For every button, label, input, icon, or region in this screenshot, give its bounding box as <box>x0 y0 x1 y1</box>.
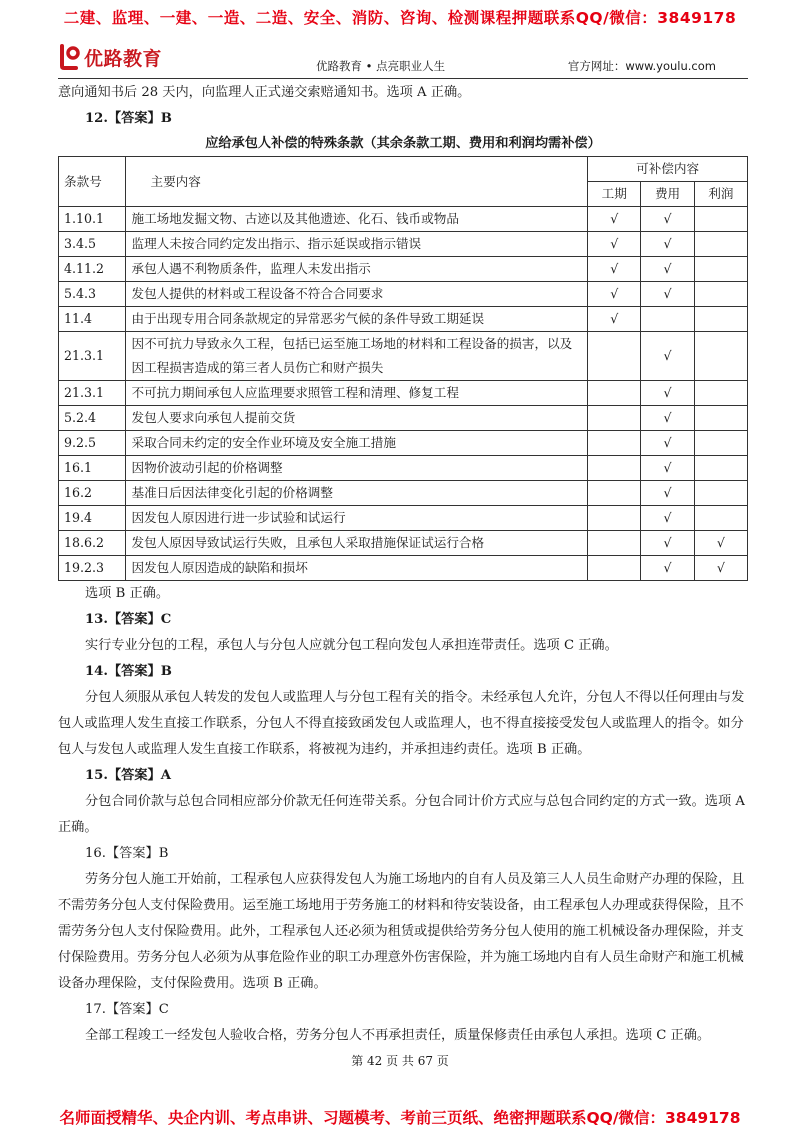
cost-check-cell: √ <box>641 381 694 406</box>
profit-check-cell <box>694 282 747 307</box>
profit-check-cell <box>694 257 747 282</box>
cost-check-cell: √ <box>641 207 694 232</box>
time-check-cell <box>588 556 641 581</box>
table-row <box>59 431 748 456</box>
cost-check-cell: √ <box>641 257 694 282</box>
content-cell: 发包人原因导致试运行失败，且承包人采取措施保证试运行合格 <box>126 531 588 556</box>
table-title: 应给承包人补偿的特殊条款（其余条款工期、费用和利润均需补偿） <box>205 136 601 151</box>
profit-check-cell <box>694 381 747 406</box>
table-row <box>59 232 748 257</box>
table-row <box>59 207 748 232</box>
time-check-cell <box>588 332 641 381</box>
profit-check-cell <box>694 232 747 257</box>
profit-check-cell <box>694 481 747 506</box>
time-check-cell <box>588 506 641 531</box>
table-row <box>59 456 748 481</box>
clause-cell: 21.3.1 <box>59 381 126 406</box>
time-check-cell <box>588 531 641 556</box>
table-row <box>59 257 748 282</box>
content-cell: 因发包人原因进行进一步试验和试运行 <box>126 506 588 531</box>
profit-check-cell: √ <box>694 531 747 556</box>
intro-paragraph: 意向通知书后 28 天内，向监理人正式递交索赔通知书。选项 A 正确。 <box>58 85 471 100</box>
answer-17-label: 17.【答案】C <box>85 1002 169 1017</box>
answer-15-text: 分包合同价款与总包合同相应部分价款无任何连带关系。分包合同计价方式应与总包合同约定的方式一致。选项 A 正确。 <box>58 794 745 835</box>
header-content: 主要内容 <box>126 157 588 207</box>
clause-cell: 16.2 <box>59 481 126 506</box>
time-check-cell <box>588 431 641 456</box>
bottom-promo-banner: 名师面授精华、央企内训、考点串讲、习题模考、考前三页纸、绝密押题联系QQ/微信：3849178 <box>59 1109 741 1127</box>
profit-check-cell <box>694 456 747 481</box>
table-row <box>59 332 748 381</box>
clause-cell: 11.4 <box>59 307 126 332</box>
answer-14-text: 分包人须服从承包人转发的发包人或监理人与分包工程有关的指令。未经承包人允许，分包人不得以任何理由与发包人或监理人发生直接工作联系，分包人不得直接致函发包人或监理人，也不得直接接受发包人或监理人的指令。如分包人与发包人或监理人发生直接工作联系，将被视为违约，并承担违约责任。选项 B 正确。 <box>58 690 745 757</box>
cost-check-cell: √ <box>641 282 694 307</box>
clause-cell: 19.2.3 <box>59 556 126 581</box>
clause-cell: 21.3.1 <box>59 332 126 381</box>
profit-check-cell <box>694 406 747 431</box>
table-row <box>59 481 748 506</box>
compensation-table <box>58 156 748 581</box>
content-cell: 采取合同未约定的安全作业环境及安全施工措施 <box>126 431 588 456</box>
top-promo-banner: 二建、监理、一建、一造、二造、安全、消防、咨询、检测课程押题联系QQ/微信：3849178 <box>63 9 737 27</box>
content-cell: 由于出现专用合同条款规定的异常恶劣气候的条件导致工期延误 <box>126 307 588 332</box>
after-table-text: 选项 B 正确。 <box>85 586 170 601</box>
header-cost: 费用 <box>641 182 694 207</box>
time-check-cell: √ <box>588 232 641 257</box>
header-compensable: 可补偿内容 <box>588 157 748 182</box>
time-check-cell <box>588 381 641 406</box>
page-header <box>58 40 748 78</box>
clause-cell: 4.11.2 <box>59 257 126 282</box>
page-content <box>58 80 748 1049</box>
header-divider <box>58 78 748 79</box>
cost-check-cell: √ <box>641 481 694 506</box>
cost-check-cell <box>641 307 694 332</box>
content-cell: 发包人要求向承包人提前交货 <box>126 406 588 431</box>
clause-cell: 3.4.5 <box>59 232 126 257</box>
answer-17-text: 全部工程竣工一经发包人验收合格，劳务分包人不再承担责任，质量保修责任由承包人承担。选项 C 正确。 <box>85 1028 711 1043</box>
answer-12-label: 12.【答案】B <box>85 111 172 126</box>
content-cell: 基准日后因法律变化引起的价格调整 <box>126 481 588 506</box>
cost-check-cell: √ <box>641 556 694 581</box>
header-website: 官方网址：www.youlu.com <box>567 59 716 73</box>
page-number: 第 42 页 共 67 页 <box>351 1054 449 1068</box>
time-check-cell: √ <box>588 282 641 307</box>
table-row <box>59 282 748 307</box>
header-time: 工期 <box>588 182 641 207</box>
table-row <box>59 506 748 531</box>
clause-cell: 5.4.3 <box>59 282 126 307</box>
profit-check-cell <box>694 307 747 332</box>
table-row <box>59 381 748 406</box>
header-clause: 条款号 <box>59 157 126 207</box>
clause-cell: 9.2.5 <box>59 431 126 456</box>
answer-13-label: 13.【答案】C <box>85 612 172 627</box>
time-check-cell: √ <box>588 207 641 232</box>
content-cell: 因发包人原因造成的缺陷和损坏 <box>126 556 588 581</box>
time-check-cell <box>588 456 641 481</box>
answer-16-label: 16.【答案】B <box>85 846 169 861</box>
clause-cell: 16.1 <box>59 456 126 481</box>
content-cell: 承包人遇不利物质条件，监理人未发出指示 <box>126 257 588 282</box>
table-row <box>59 556 748 581</box>
cost-check-cell: √ <box>641 332 694 381</box>
time-check-cell: √ <box>588 307 641 332</box>
logo-text: 优路教育 <box>84 47 163 70</box>
time-check-cell <box>588 481 641 506</box>
clause-cell: 1.10.1 <box>59 207 126 232</box>
content-cell: 因不可抗力导致永久工程，包括已运至施工场地的材料和工程设备的损害，以及因工程损害造成的第三者人员伤亡和财产损失 <box>126 332 588 381</box>
clause-cell: 19.4 <box>59 506 126 531</box>
table-body <box>59 207 748 581</box>
time-check-cell <box>588 406 641 431</box>
content-cell: 监理人未按合同约定发出指示、指示延误或指示错误 <box>126 232 588 257</box>
cost-check-cell: √ <box>641 406 694 431</box>
time-check-cell: √ <box>588 257 641 282</box>
content-cell: 发包人提供的材料或工程设备不符合合同要求 <box>126 282 588 307</box>
cost-check-cell: √ <box>641 456 694 481</box>
header-slogan: 优路教育 • 点亮职业人生 <box>316 59 446 73</box>
profit-check-cell <box>694 332 747 381</box>
profit-check-cell: √ <box>694 556 747 581</box>
content-cell: 不可抗力期间承包人应监理要求照管工程和清理、修复工程 <box>126 381 588 406</box>
profit-check-cell <box>694 207 747 232</box>
clause-cell: 5.2.4 <box>59 406 126 431</box>
cost-check-cell: √ <box>641 531 694 556</box>
table-row <box>59 531 748 556</box>
profit-check-cell <box>694 506 747 531</box>
answer-13-text: 实行专业分包的工程，承包人与分包人应就分包工程向发包人承担连带责任。选项 C 正确。 <box>85 638 618 653</box>
answer-16-text: 劳务分包人施工开始前，工程承包人应获得发包人为施工场地内的自有人员及第三人人员生命财产办理的保险，且不需劳务分包人支付保险费用。运至施工场地用于劳务施工的材料和待安装设备，由工程承包人办理或获得保险，且不需劳务分包人支付保险费用。此外，工程承包人还必须为租赁或提供给劳务分包人使用的施工机械设备办理保险，并支付保险费用。劳务分包人必须为从事危险作业的职工办理意外伤害保险，并为施工场地内自有人员生命财产和施工机械设备办理保险，支付保险费用。选项 B 正确。 <box>58 872 745 991</box>
content-cell: 因物价波动引起的价格调整 <box>126 456 588 481</box>
table-row <box>59 307 748 332</box>
answer-14-label: 14.【答案】B <box>85 664 172 679</box>
content-cell: 施工场地发掘文物、古迹以及其他遗迹、化石、钱币或物品 <box>126 207 588 232</box>
cost-check-cell: √ <box>641 431 694 456</box>
profit-check-cell <box>694 431 747 456</box>
header-profit: 利润 <box>694 182 747 207</box>
brand-logo <box>58 40 162 74</box>
logo-icon <box>58 44 80 70</box>
clause-cell: 18.6.2 <box>59 531 126 556</box>
table-row <box>59 406 748 431</box>
cost-check-cell: √ <box>641 232 694 257</box>
cost-check-cell: √ <box>641 506 694 531</box>
answer-15-label: 15.【答案】A <box>85 768 171 783</box>
